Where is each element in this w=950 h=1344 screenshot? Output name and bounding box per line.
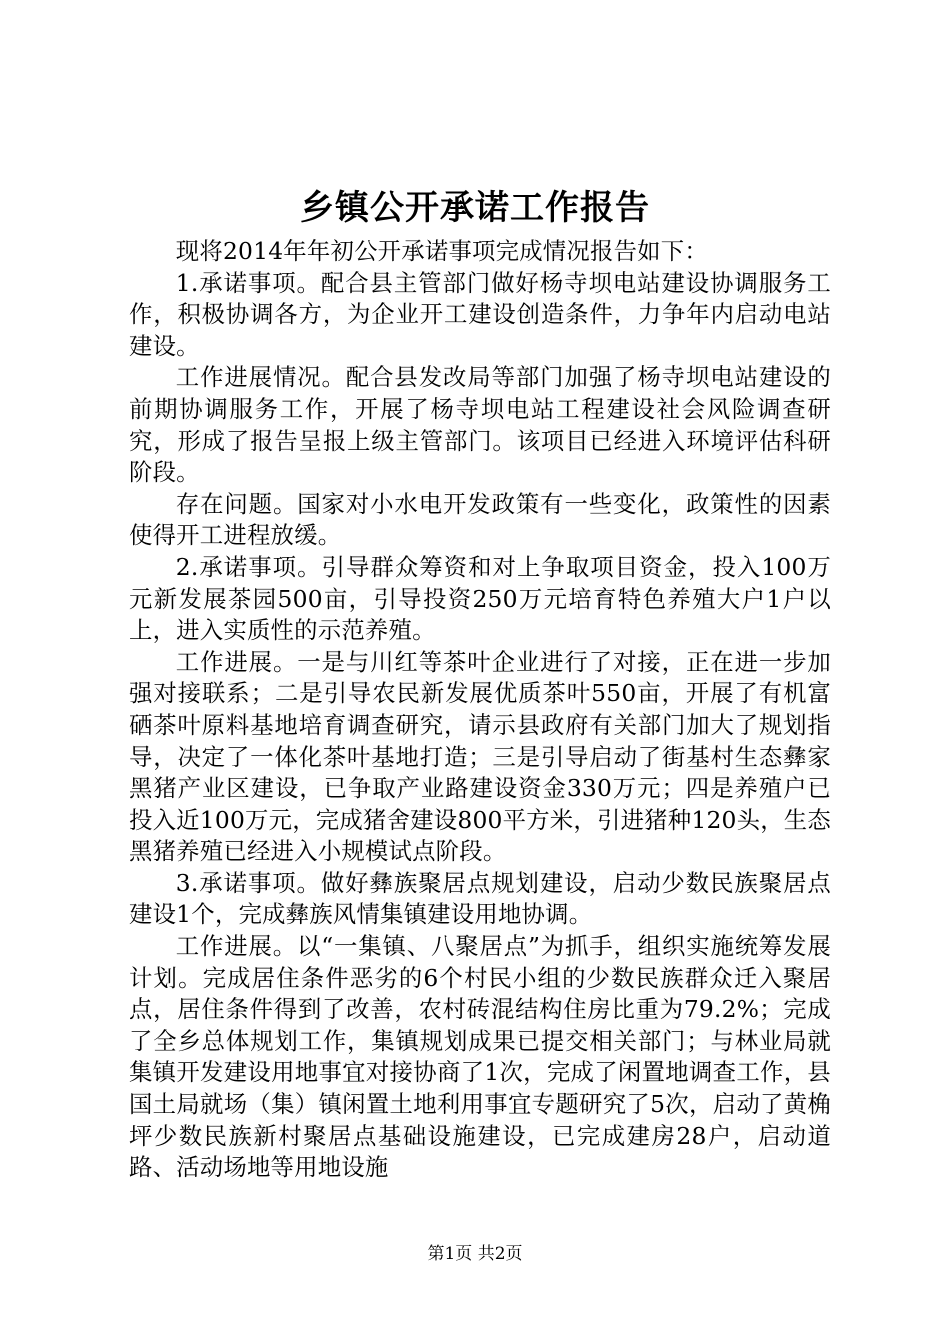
paragraph-commitment-3: 3.承诺事项。做好彝族聚居点规划建设，启动少数民族聚居点建设1个，完成彝族风情集镇建设用地协调。	[129, 868, 831, 929]
paragraph-progress-1: 工作进展情况。配合县发改局等部门加强了杨寺坝电站建设的前期协调服务工作，开展了杨寺坝电站工程建设社会风险调查研究，形成了报告呈报上级主管部门。该项目已经进入环境评估科研阶段。	[129, 363, 831, 487]
paragraph-commitment-1: 1.承诺事项。配合县主管部门做好杨寺坝电站建设协调服务工作，积极协调各方，为企业开工建设创造条件，力争年内启动电站建设。	[129, 268, 831, 360]
page-number-footer: 第1页 共2页	[427, 1244, 523, 1264]
document-title: 乡镇公开承诺工作报告	[300, 188, 650, 228]
paragraph-commitment-2: 2.承诺事项。引导群众筹资和对上争取项目资金，投入100万元新发展茶园500亩，引导投资250万元培育特色养殖大户1户以上，进入实质性的示范养殖。	[129, 552, 831, 645]
paragraph-progress-2: 工作进展。一是与川红等茶叶企业进行了对接，正在进一步加强对接联系；二是引导农民新发展优质茶叶550亩，开展了有机富硒茶叶原料基地培育调查研究，请示县政府有关部门加大了规划指导，决定了一体化茶叶基地打造；三是引导启动了街基村生态彝家黑猪产业区建设，已争取产业路建设资金330万元；四是养殖户已投入近100万元，完成猪舍建设800平方米，引进猪种120头，生态黑猪养殖已经进入小规模试点阶段。	[129, 647, 831, 866]
paragraph-intro: 现将2014年年初公开承诺事项完成情况报告如下：	[175, 237, 708, 265]
document-body	[129, 236, 831, 1184]
paragraph-progress-3: 工作进展。以“一集镇、八聚居点”为抓手，组织实施统筹发展计划。完成居住条件恶劣的6个村民小组的少数民族群众迁入聚居点，居住条件得到了改善，农村砖混结构住房比重为79.2%；完成了全乡总体规划工作，集镇规划成果已提交相关部门；与林业局就集镇开发建设用地事宜对接协商了1次，完成了闲置地调查工作，县国土局就场（集）镇闲置土地利用事宜专题研究了5次，启动了黄桷坪少数民族新村聚居点基础设施建设，已完成建房28户，启动道路、活动场地等用地设施	[129, 932, 831, 1182]
paragraph-problem-1: 存在问题。国家对小水电开发政策有一些变化，政策性的因素使得开工进程放缓。	[129, 489, 831, 550]
